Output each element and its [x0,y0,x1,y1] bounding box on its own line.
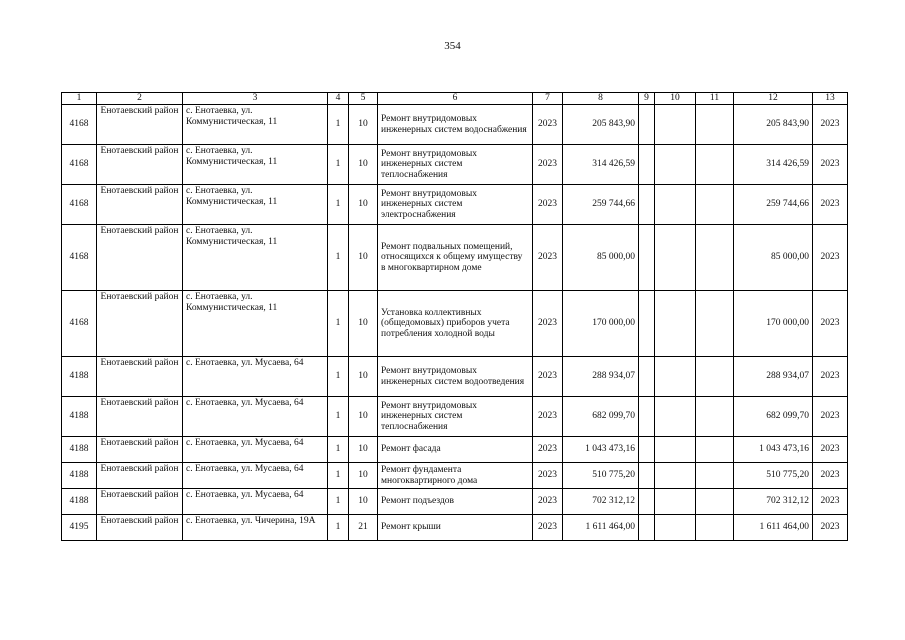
cell-year: 2023 [533,145,563,185]
cell-col5: 10 [349,397,378,437]
cell-district: Енотаевский район [97,463,183,489]
cell-year: 2023 [533,185,563,225]
cell-col9 [639,397,655,437]
cell-end-year: 2023 [813,515,848,541]
cell-object-id: 4188 [62,397,97,437]
table-row [62,357,848,397]
cell-object-id: 4188 [62,437,97,463]
table-row [62,185,848,225]
column-header: 6 [378,93,533,105]
cell-total: 170 000,00 [734,291,813,357]
cell-district: Енотаевский район [97,357,183,397]
column-number-header-row [62,93,848,105]
cell-end-year: 2023 [813,489,848,515]
cell-object-id: 4188 [62,489,97,515]
cell-year: 2023 [533,357,563,397]
cell-object-id: 4188 [62,357,97,397]
column-header: 12 [734,93,813,105]
cell-district: Енотаевский район [97,489,183,515]
cell-cost: 170 000,00 [563,291,639,357]
cell-col9 [639,437,655,463]
cell-district: Енотаевский район [97,291,183,357]
cell-object-id: 4168 [62,225,97,291]
cell-col11 [696,357,734,397]
cell-cost: 682 099,70 [563,397,639,437]
cell-total: 85 000,00 [734,225,813,291]
cell-col4: 1 [328,463,349,489]
column-header: 3 [183,93,328,105]
cell-total: 259 744,66 [734,185,813,225]
cell-address: с. Енотаевка, ул. Коммунистическая, 11 [183,225,328,291]
cell-col11 [696,225,734,291]
cell-total: 288 934,07 [734,357,813,397]
cell-work-type: Ремонт подвальных помещений, относящихся к общему имуществу в многоквартирном доме [378,225,533,291]
cell-address: с. Енотаевка, ул. Коммунистическая, 11 [183,291,328,357]
column-header: 2 [97,93,183,105]
cell-address: с. Енотаевка, ул. Мусаева, 64 [183,463,328,489]
cell-col10 [655,225,696,291]
cell-end-year: 2023 [813,225,848,291]
table-row [62,489,848,515]
cell-col4: 1 [328,489,349,515]
cell-col11 [696,397,734,437]
cell-col10 [655,515,696,541]
cell-object-id: 4168 [62,291,97,357]
cell-end-year: 2023 [813,463,848,489]
cell-col4: 1 [328,225,349,291]
cell-total: 702 312,12 [734,489,813,515]
cell-col4: 1 [328,185,349,225]
cell-col9 [639,291,655,357]
cell-work-type: Ремонт фасада [378,437,533,463]
table-row [62,105,848,145]
column-header: 13 [813,93,848,105]
cell-col10 [655,105,696,145]
cell-col4: 1 [328,145,349,185]
cell-district: Енотаевский район [97,225,183,291]
cell-cost: 314 426,59 [563,145,639,185]
cell-col11 [696,145,734,185]
cell-col11 [696,515,734,541]
cell-col11 [696,489,734,515]
cell-end-year: 2023 [813,291,848,357]
cell-work-type: Ремонт внутридомовых инженерных систем теплоснабжения [378,145,533,185]
cell-col10 [655,397,696,437]
cell-work-type: Ремонт крыши [378,515,533,541]
table-row [62,291,848,357]
cell-year: 2023 [533,463,563,489]
cell-district: Енотаевский район [97,437,183,463]
cell-col10 [655,185,696,225]
cell-address: с. Енотаевка, ул. Мусаева, 64 [183,437,328,463]
cell-col10 [655,291,696,357]
cell-district: Енотаевский район [97,145,183,185]
cell-object-id: 4168 [62,185,97,225]
cell-work-type: Ремонт фундамента многоквартирного дома [378,463,533,489]
cell-col9 [639,105,655,145]
column-header: 1 [62,93,97,105]
cell-total: 1 043 473,16 [734,437,813,463]
cell-col9 [639,185,655,225]
cell-col9 [639,489,655,515]
cell-district: Енотаевский район [97,185,183,225]
cell-col5: 21 [349,515,378,541]
cell-col11 [696,185,734,225]
table-row [62,463,848,489]
cell-col4: 1 [328,357,349,397]
cell-address: с. Енотаевка, ул. Коммунистическая, 11 [183,145,328,185]
cell-address: с. Енотаевка, ул. Коммунистическая, 11 [183,185,328,225]
cell-object-id: 4168 [62,105,97,145]
cell-work-type: Ремонт внутридомовых инженерных систем теплоснабжения [378,397,533,437]
cell-address: с. Енотаевка, ул. Мусаева, 64 [183,357,328,397]
cell-col10 [655,437,696,463]
cell-col11 [696,463,734,489]
cell-end-year: 2023 [813,145,848,185]
cell-end-year: 2023 [813,397,848,437]
cell-cost: 85 000,00 [563,225,639,291]
cell-col4: 1 [328,105,349,145]
cell-end-year: 2023 [813,105,848,145]
cell-work-type: Ремонт внутридомовых инженерных систем электроснабжения [378,185,533,225]
column-header: 5 [349,93,378,105]
cell-col9 [639,145,655,185]
cell-address: с. Енотаевка, ул. Чичерина, 19А [183,515,328,541]
column-header: 11 [696,93,734,105]
cell-col9 [639,515,655,541]
cell-end-year: 2023 [813,437,848,463]
cell-col9 [639,357,655,397]
cell-address: с. Енотаевка, ул. Коммунистическая, 11 [183,105,328,145]
cell-address: с. Енотаевка, ул. Мусаева, 64 [183,489,328,515]
cell-total: 314 426,59 [734,145,813,185]
cell-cost: 702 312,12 [563,489,639,515]
cell-district: Енотаевский район [97,397,183,437]
cell-year: 2023 [533,489,563,515]
cell-end-year: 2023 [813,185,848,225]
cell-end-year: 2023 [813,357,848,397]
cell-col11 [696,437,734,463]
cell-col10 [655,463,696,489]
cell-col5: 10 [349,185,378,225]
cell-col5: 10 [349,489,378,515]
cell-col9 [639,225,655,291]
cell-object-id: 4168 [62,145,97,185]
cell-object-id: 4195 [62,515,97,541]
cell-work-type: Ремонт внутридомовых инженерных систем водоотведения [378,357,533,397]
cell-year: 2023 [533,105,563,145]
cell-cost: 288 934,07 [563,357,639,397]
cell-col5: 10 [349,291,378,357]
column-header: 4 [328,93,349,105]
cell-col5: 10 [349,145,378,185]
table-row [62,397,848,437]
cell-work-type: Установка коллективных (общедомовых) приборов учета потребления холодной воды [378,291,533,357]
column-header: 8 [563,93,639,105]
cell-total: 205 843,90 [734,105,813,145]
cell-district: Енотаевский район [97,515,183,541]
cell-col5: 10 [349,463,378,489]
column-header: 10 [655,93,696,105]
cell-col4: 1 [328,437,349,463]
repair-schedule-table [61,92,848,541]
cell-col10 [655,357,696,397]
cell-cost: 259 744,66 [563,185,639,225]
cell-year: 2023 [533,225,563,291]
page-number: 354 [444,40,461,52]
cell-col10 [655,145,696,185]
cell-col4: 1 [328,291,349,357]
table-row [62,145,848,185]
cell-col5: 10 [349,225,378,291]
cell-col5: 10 [349,105,378,145]
cell-work-type: Ремонт внутридомовых инженерных систем водоснабжения [378,105,533,145]
cell-address: с. Енотаевка, ул. Мусаева, 64 [183,397,328,437]
cell-cost: 510 775,20 [563,463,639,489]
cell-total: 682 099,70 [734,397,813,437]
cell-district: Енотаевский район [97,105,183,145]
cell-col5: 10 [349,357,378,397]
cell-cost: 1 043 473,16 [563,437,639,463]
table-row [62,437,848,463]
cell-col4: 1 [328,515,349,541]
cell-col10 [655,489,696,515]
cell-cost: 1 611 464,00 [563,515,639,541]
cell-cost: 205 843,90 [563,105,639,145]
cell-total: 510 775,20 [734,463,813,489]
cell-year: 2023 [533,291,563,357]
cell-col11 [696,105,734,145]
cell-work-type: Ремонт подъездов [378,489,533,515]
cell-year: 2023 [533,437,563,463]
column-header: 7 [533,93,563,105]
table-row [62,225,848,291]
cell-col11 [696,291,734,357]
cell-col5: 10 [349,437,378,463]
cell-total: 1 611 464,00 [734,515,813,541]
cell-col9 [639,463,655,489]
cell-col4: 1 [328,397,349,437]
table-row [62,515,848,541]
cell-year: 2023 [533,397,563,437]
cell-year: 2023 [533,515,563,541]
cell-object-id: 4188 [62,463,97,489]
column-header: 9 [639,93,655,105]
